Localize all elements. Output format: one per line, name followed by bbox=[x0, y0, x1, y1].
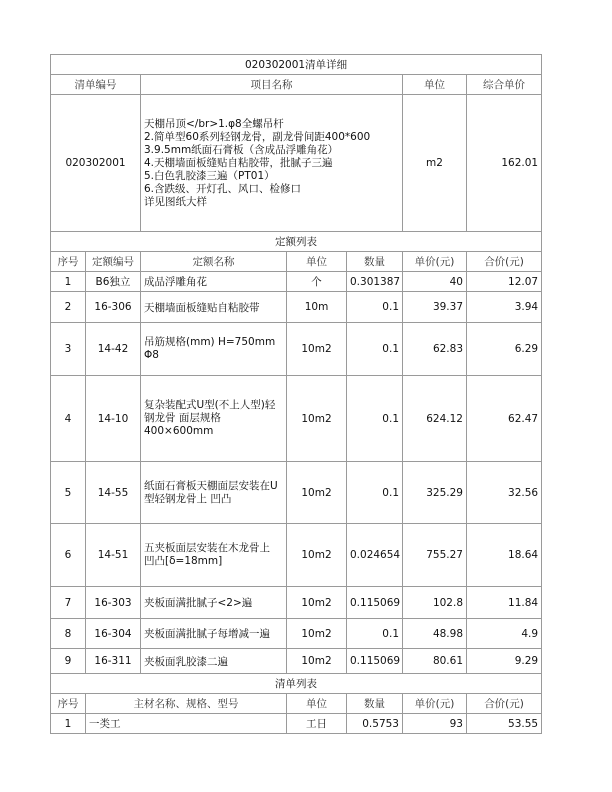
table-row bbox=[51, 619, 542, 649]
row-unit: 10m2 bbox=[287, 619, 347, 649]
material-name-header: 主材名称、规格、型号 bbox=[86, 694, 287, 714]
row-code: 14-55 bbox=[86, 462, 141, 524]
row-total: 62.47 bbox=[467, 376, 542, 462]
row-total: 32.56 bbox=[467, 462, 542, 524]
row-no: 7 bbox=[51, 587, 86, 619]
bill-desc-line: 5.白色乳胶漆三遍（PT01） bbox=[144, 169, 275, 182]
row-total: 53.55 bbox=[467, 714, 542, 734]
row-qty: 0.024654 bbox=[347, 524, 403, 587]
row-unit: 10m2 bbox=[287, 587, 347, 619]
row-price: 624.12 bbox=[403, 376, 467, 462]
table-row bbox=[51, 462, 542, 524]
row-price: 80.61 bbox=[403, 649, 467, 674]
row-code: B6独立 bbox=[86, 272, 141, 292]
row-no: 6 bbox=[51, 524, 86, 587]
bill-price-header: 综合单价 bbox=[467, 75, 542, 95]
row-qty: 0.1 bbox=[347, 292, 403, 323]
bill-detail-table bbox=[50, 54, 542, 734]
row-name: 一类工 bbox=[86, 714, 287, 734]
row-name: 夹板面乳胶漆二遍 bbox=[141, 649, 287, 674]
row-unit: 个 bbox=[287, 272, 347, 292]
row-price: 40 bbox=[403, 272, 467, 292]
row-total: 4.9 bbox=[467, 619, 542, 649]
table-row bbox=[51, 272, 542, 292]
row-qty: 0.301387 bbox=[347, 272, 403, 292]
bill-unit-header: 单位 bbox=[403, 75, 467, 95]
row-price: 325.29 bbox=[403, 462, 467, 524]
row-code: 16-303 bbox=[86, 587, 141, 619]
bill-desc-line: 2.简单型60系列轻钢龙骨，副龙骨间距400*600 bbox=[144, 130, 371, 143]
quota-name-header: 定额名称 bbox=[141, 252, 287, 272]
row-no: 2 bbox=[51, 292, 86, 323]
row-price: 39.37 bbox=[403, 292, 467, 323]
row-code: 14-10 bbox=[86, 376, 141, 462]
quota-total-header: 合价(元) bbox=[467, 252, 542, 272]
table-row bbox=[51, 649, 542, 674]
row-price: 102.8 bbox=[403, 587, 467, 619]
table-title: 020302001清单详细 bbox=[51, 55, 542, 75]
row-total: 11.84 bbox=[467, 587, 542, 619]
quota-section-title: 定额列表 bbox=[51, 232, 542, 252]
material-unit-header: 单位 bbox=[287, 694, 347, 714]
row-qty: 0.1 bbox=[347, 376, 403, 462]
bill-unit: m2 bbox=[403, 95, 467, 232]
quota-code-header: 定额编号 bbox=[86, 252, 141, 272]
table-row bbox=[51, 323, 542, 376]
quota-unit-header: 单位 bbox=[287, 252, 347, 272]
row-price: 62.83 bbox=[403, 323, 467, 376]
row-price: 93 bbox=[403, 714, 467, 734]
row-unit: 工日 bbox=[287, 714, 347, 734]
row-name: 成品浮雕角花 bbox=[141, 272, 287, 292]
row-name: 夹板面满批腻子<2>遍 bbox=[141, 587, 287, 619]
row-code: 14-42 bbox=[86, 323, 141, 376]
row-qty: 0.115069 bbox=[347, 587, 403, 619]
row-price: 755.27 bbox=[403, 524, 467, 587]
row-total: 6.29 bbox=[467, 323, 542, 376]
row-name: 五夹板面层安装在木龙骨上 凹凸[δ=18mm] bbox=[141, 524, 287, 587]
row-no: 1 bbox=[51, 272, 86, 292]
table-row bbox=[51, 292, 542, 323]
row-unit: 10m2 bbox=[287, 323, 347, 376]
material-qty-header: 数量 bbox=[347, 694, 403, 714]
row-price: 48.98 bbox=[403, 619, 467, 649]
row-unit: 10m2 bbox=[287, 524, 347, 587]
row-no: 9 bbox=[51, 649, 86, 674]
row-unit: 10m bbox=[287, 292, 347, 323]
row-code: 16-304 bbox=[86, 619, 141, 649]
bill-desc-line: 3.9.5mm纸面石膏板（含成品浮雕角花） bbox=[144, 143, 339, 156]
row-no: 5 bbox=[51, 462, 86, 524]
bill-desc-line: 详见图纸大样 bbox=[144, 195, 207, 208]
row-unit: 10m2 bbox=[287, 649, 347, 674]
row-name: 吊筋规格(mm) H=750mm Φ8 bbox=[141, 323, 287, 376]
row-unit: 10m2 bbox=[287, 462, 347, 524]
row-name: 复杂装配式U型(不上人型)轻钢龙骨 面层规格400×600mm bbox=[141, 376, 287, 462]
row-name: 夹板面满批腻子每增减一遍 bbox=[141, 619, 287, 649]
quota-no-header: 序号 bbox=[51, 252, 86, 272]
row-total: 3.94 bbox=[467, 292, 542, 323]
bill-desc-line: 4.天棚墙面板缝贴自粘胶带，批腻子三遍 bbox=[144, 156, 333, 169]
row-qty: 0.115069 bbox=[347, 649, 403, 674]
material-no-header: 序号 bbox=[51, 694, 86, 714]
row-name: 纸面石膏板天棚面层安装在U型轻钢龙骨上 凹凸 bbox=[141, 462, 287, 524]
material-row bbox=[51, 714, 542, 734]
material-total-header: 合价(元) bbox=[467, 694, 542, 714]
bill-price: 162.01 bbox=[467, 95, 542, 232]
row-code: 16-311 bbox=[86, 649, 141, 674]
row-qty: 0.1 bbox=[347, 462, 403, 524]
table-row bbox=[51, 587, 542, 619]
row-code: 16-306 bbox=[86, 292, 141, 323]
row-code: 14-51 bbox=[86, 524, 141, 587]
row-total: 9.29 bbox=[467, 649, 542, 674]
table-row bbox=[51, 524, 542, 587]
row-name: 天棚墙面板缝贴自粘胶带 bbox=[141, 292, 287, 323]
material-section-title: 清单列表 bbox=[51, 674, 542, 694]
bill-desc-line: 天棚吊顶</br>1.φ8全螺吊杆 bbox=[144, 117, 284, 130]
table-row bbox=[51, 376, 542, 462]
row-no: 4 bbox=[51, 376, 86, 462]
bill-name-header: 项目名称 bbox=[141, 75, 403, 95]
row-qty: 0.1 bbox=[347, 323, 403, 376]
bill-code-header: 清单编号 bbox=[51, 75, 141, 95]
row-no: 8 bbox=[51, 619, 86, 649]
bill-code: 020302001 bbox=[51, 95, 141, 232]
quota-qty-header: 数量 bbox=[347, 252, 403, 272]
row-no: 1 bbox=[51, 714, 86, 734]
material-price-header: 单价(元) bbox=[403, 694, 467, 714]
row-total: 18.64 bbox=[467, 524, 542, 587]
row-unit: 10m2 bbox=[287, 376, 347, 462]
bill-description bbox=[141, 95, 403, 232]
quota-price-header: 单价(元) bbox=[403, 252, 467, 272]
row-total: 12.07 bbox=[467, 272, 542, 292]
bill-desc-line: 6.含跌级、开灯孔、风口、检修口 bbox=[144, 182, 302, 195]
row-qty: 0.5753 bbox=[347, 714, 403, 734]
row-qty: 0.1 bbox=[347, 619, 403, 649]
row-no: 3 bbox=[51, 323, 86, 376]
